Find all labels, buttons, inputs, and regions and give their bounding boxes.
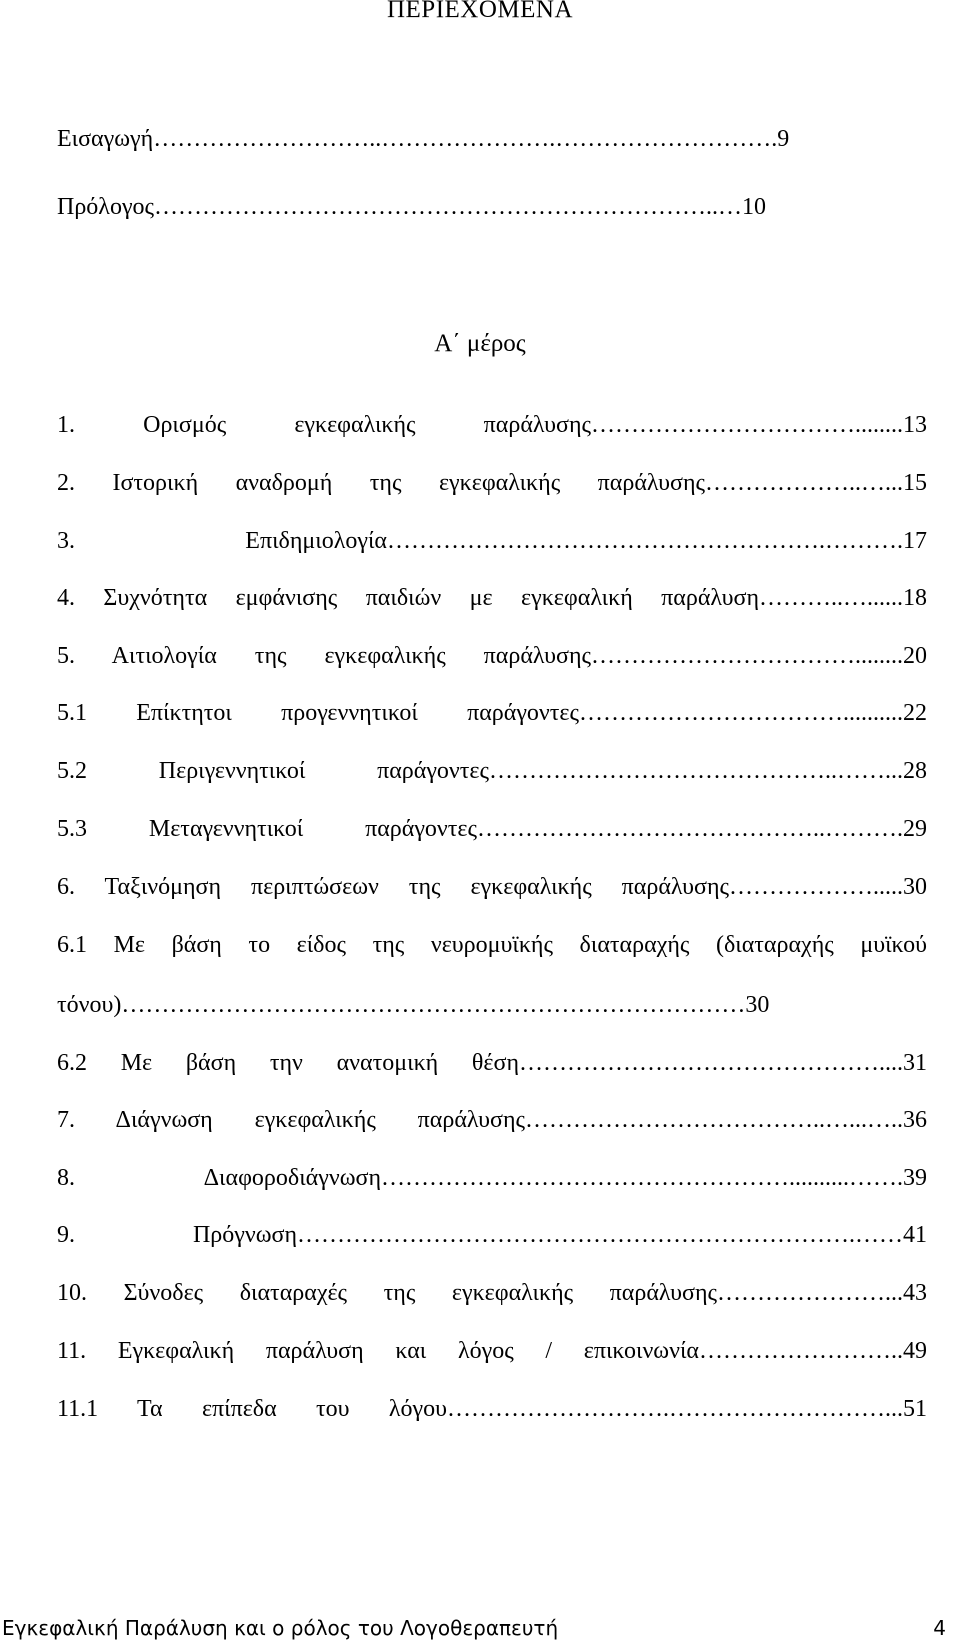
toc-entry-3: 3. Επιδημιολογία……………………………………………….……….17 <box>57 528 927 554</box>
toc-entry-6: 6. Ταξινόμηση περιπτώσεων της εγκεφαλικής παράλυσης……………….....30 <box>57 874 927 900</box>
toc-entry-5-2: 5.2 Περιγεννητικοί παράγοντες……………………………………..……...28 <box>57 758 927 784</box>
toc-entry-6-1: 6.1 Με βάση το είδος της νευρομυϊκής διαταραχής (διαταραχής μυϊκού <box>57 932 927 958</box>
toc-entry-10: 10. Σύνοδες διαταραχές της εγκεφαλικής παράλυσης…………………...43 <box>57 1280 927 1306</box>
toc-entry-5-3: 5.3 Μεταγεννητικοί παράγοντες……………………………………..……….29 <box>57 816 927 842</box>
toc-entry-4: 4. Συχνότητα εμφάνισης παιδιών με εγκεφαλική παράλυση………..…......18 <box>57 585 927 611</box>
toc-entry-6-1-continued: τόνου)……………………………………………………………………30 <box>57 992 770 1018</box>
toc-entry-8: 8. Διαφοροδιάγνωση……………………………………………..........…….39 <box>57 1165 927 1191</box>
toc-entry-6-2: 6.2 Με βάση την ανατομική θέση………………………………………....31 <box>57 1050 927 1076</box>
toc-entry-5: 5. Αιτιολογία της εγκεφαλικής παράλυσης……………………………........20 <box>57 643 927 669</box>
footer-page-number: 4 <box>933 1616 946 1640</box>
toc-entry-7: 7. Διάγνωση εγκεφαλικής παράλυσης………………………………..…...…..36 <box>57 1107 927 1133</box>
footer-title: Εγκεφαλική Παράλυση και ο ρόλος του Λογοθεραπευτή <box>2 1616 559 1640</box>
toc-entry-11-1: 11.1 Τα επίπεδα του λόγου……………………….………………………...51 <box>57 1396 927 1422</box>
toc-entry-9: 9. Πρόγνωση…………………………………………………………….……41 <box>57 1222 927 1248</box>
page-footer <box>0 1616 960 1644</box>
page-title: ΠΕΡΙΕΧΟΜΕΝΑ <box>386 0 574 23</box>
part-heading: Α΄ μέρος <box>434 330 526 357</box>
toc-entry-1: 1. Ορισμός εγκεφαλικής παράλυσης……………………………........13 <box>57 412 927 438</box>
toc-entry-5-1: 5.1 Επίκτητοι προγεννητικοί παράγοντες……………………………..........22 <box>57 700 927 726</box>
toc-entry-11: 11. Εγκεφαλική παράλυση και λόγος / επικοινωνία……………………..49 <box>57 1338 927 1364</box>
toc-entry-prologue: Πρόλογος……………………………………………………………..…10 <box>57 194 767 220</box>
toc-entry-intro: Εισαγωγή………………………..………………….……………………….9 <box>57 126 790 152</box>
toc-entry-2: 2. Ιστορική αναδρομή της εγκεφαλικής παράλυσης………………..…...15 <box>57 470 927 496</box>
